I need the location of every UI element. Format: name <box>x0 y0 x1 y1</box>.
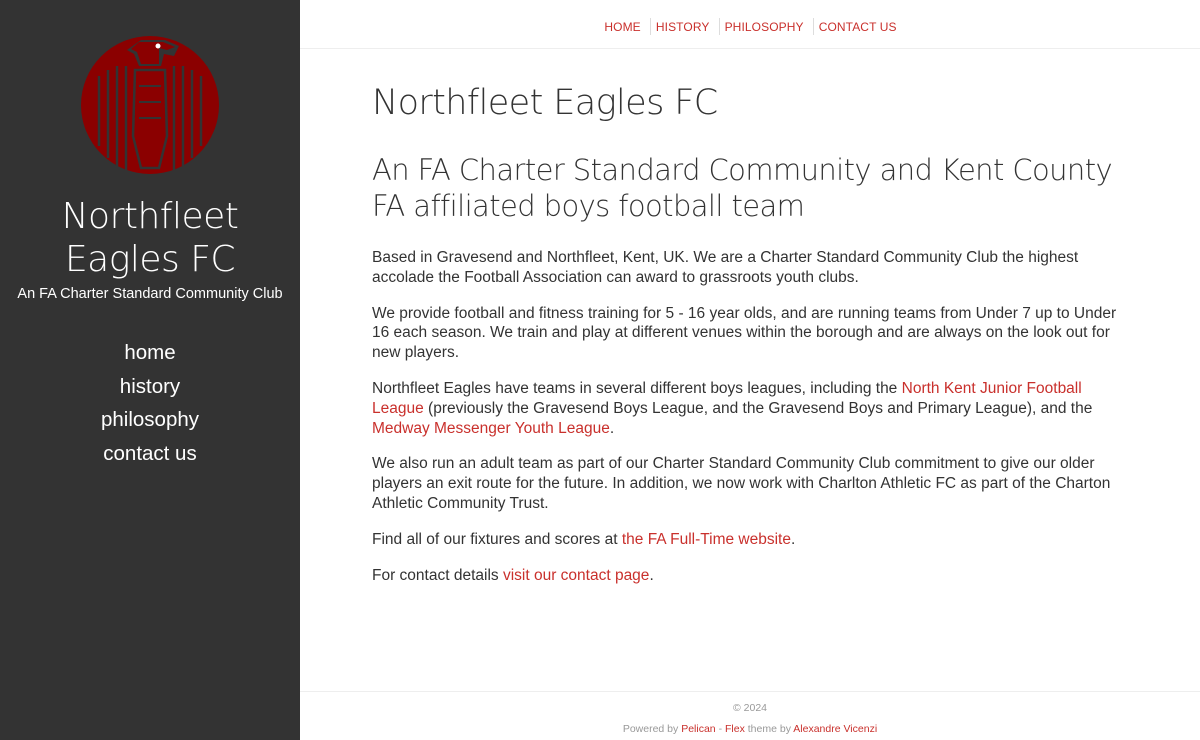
fixtures-paragraph <box>372 530 1132 550</box>
footer-powered-by <box>300 723 1200 735</box>
leagues-text-1: Northfleet Eagles have teams in several different boys leagues, including the <box>372 379 902 397</box>
powered-sep: - <box>715 723 725 735</box>
page-title: Northfleet Eagles FC <box>372 83 718 123</box>
sidebar-item-history <box>0 372 300 406</box>
theme-by: theme by <box>744 723 794 735</box>
north-kent-league-link[interactable]: North Kent Junior Football League <box>372 379 1082 417</box>
leagues-text-3: . <box>609 419 615 437</box>
training-paragraph: We provide football and fitness training for 5 - 16 year olds, and are running teams from Under 7 up to Under 16 each season. We train and play at different venues within the borough and are always on the look out for new players. <box>372 304 1117 362</box>
fixtures-text-1: Find all of our fixtures and scores at <box>372 530 622 548</box>
leagues-text-2: (previously the Gravesend Boys League, and the Gravesend Boys and Primary League), and the <box>423 399 1093 417</box>
main-content <box>372 80 1132 601</box>
sidebar-item-home <box>0 338 300 372</box>
contact-text-1: For contact details <box>372 566 503 584</box>
top-nav-link-philosophy[interactable]: PHILOSOPHY <box>724 20 804 34</box>
eagle-crest-logo[interactable] <box>79 36 221 174</box>
sidebar-link-home[interactable]: home <box>124 341 176 364</box>
top-nav-list <box>599 16 900 35</box>
powered-prefix: Powered by <box>622 723 682 735</box>
top-nav-item-philosophy <box>719 18 808 35</box>
fixtures-text-2: . <box>790 530 796 548</box>
sidebar-link-contact-us[interactable]: contact us <box>103 441 197 465</box>
top-nav-item-history <box>650 18 714 35</box>
contact-text-2: . <box>649 566 654 584</box>
medway-league-link[interactable]: Medway Messenger Youth League <box>372 419 610 437</box>
site-title[interactable] <box>0 195 300 281</box>
page-subtitle: An FA Charter Standard Community and Kent County FA affiliated boys football team <box>372 153 1113 223</box>
site-title-line2: Eagles FC <box>64 239 236 280</box>
site-subtitle: An FA Charter Standard Community Club <box>17 286 283 302</box>
sidebar-item-contact-us <box>0 439 300 473</box>
site-title-line1: Northfleet <box>61 196 239 237</box>
sidebar-link-philosophy[interactable]: philosophy <box>100 408 199 431</box>
intro-paragraph: Based in Gravesend and Northfleet, Kent, UK. We are a Charter Standard Community Club the highest accolade the Football Association can award to grassroots youth clubs. <box>372 249 1079 286</box>
sidebar-item-philosophy <box>0 405 300 439</box>
footer-copyright: © 2024 <box>732 702 767 714</box>
leagues-paragraph <box>372 379 1132 438</box>
footer <box>300 691 1200 740</box>
contact-page-link[interactable]: visit our contact page <box>502 566 650 584</box>
author-link[interactable]: Alexandre Vicenzi <box>793 723 878 735</box>
sidebar-nav <box>0 338 300 472</box>
adult-team-paragraph: We also run an adult team as part of our Charter Standard Community Club commitment to give our older players an exit route for the future. In addition, we now work with Charlton Athletic FC as part of the Charton Athletic Community Trust. <box>372 455 1111 512</box>
top-nav-link-contact-us[interactable]: CONTACT US <box>818 20 897 34</box>
top-nav-link-home[interactable]: HOME <box>604 20 641 34</box>
top-nav-link-history[interactable]: HISTORY <box>655 20 710 34</box>
pelican-link[interactable]: Pelican <box>681 723 716 735</box>
sidebar <box>0 0 300 740</box>
top-nav-item-home <box>599 18 644 35</box>
fa-fulltime-link[interactable]: the FA Full-Time website <box>621 530 791 548</box>
contact-paragraph <box>372 566 1132 586</box>
sidebar-link-history[interactable]: history <box>119 374 181 398</box>
flex-link[interactable]: Flex <box>725 723 745 735</box>
top-nav-item-contact-us <box>813 18 901 35</box>
top-nav <box>300 0 1200 49</box>
